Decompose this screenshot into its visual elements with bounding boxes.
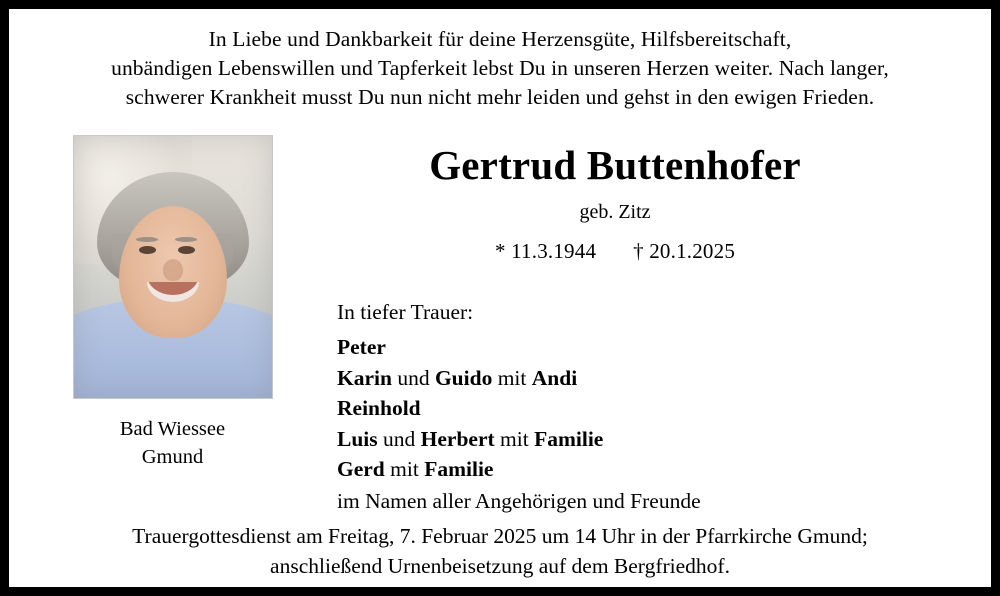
verse-line-3: schwerer Krankheit musst Du nun nicht mehr leiden und gehst in den ewigen Frieden. [125,85,875,110]
mourner-name: Familie [534,426,604,451]
place-2: Gmund [141,445,204,468]
death-symbol: † [633,238,644,263]
verse-line-1: In Liebe und Dankbarkeit für deine Herzensgüte, Hilfsbereitschaft, [208,27,792,51]
mourner-line [337,424,955,455]
mourner-name: Peter [337,335,386,360]
deceased-name: Gertrud Buttenhofer [429,141,801,188]
mourners-lead: In tiefer Trauer: [337,299,474,324]
mourner-name: Herbert [420,426,495,451]
mourner-name: Familie [424,457,494,482]
mourner-name: Karin [337,365,392,390]
mourners-closing: im Namen aller Angehörigen und Freunde [337,488,701,513]
death-date: 20.1.2025 [649,238,736,263]
mourner-connector: und [377,426,421,451]
mourner-name: Luis [337,426,378,451]
main-content [35,135,965,517]
life-dates [275,239,955,264]
photo-column [35,135,265,472]
mourner-line [337,454,955,485]
mourner-line [337,332,955,363]
service-line-1: Trauergottesdienst am Freitag, 7. Februar 2025 um 14 Uhr in der Pfarrkirche Gmund; [132,524,868,549]
memorial-verse [35,23,965,113]
mourner-name: Reinhold [337,396,421,421]
service-details [35,522,965,585]
mourner-name: Andi [531,365,578,390]
places-list [120,415,225,472]
photo-vignette [74,136,272,398]
mourner-connector: mit [494,426,535,451]
portrait-photo [73,135,273,399]
service-line-2: anschließend Urnenbeisetzung auf dem Bergfriedhof. [270,554,730,579]
mourner-connector: mit [492,365,532,390]
verse-line-2: unbändigen Lebenswillen und Tapferkeit lebst Du in unseren Herzen weiter. Nach langer, [111,56,889,81]
mourner-name: Gerd [337,457,385,482]
text-column [265,135,965,517]
mourner-name: Guido [434,365,493,390]
mourners-names [337,332,955,485]
deceased-maiden-name: geb. Zitz [579,200,651,223]
birth-symbol: * [494,238,506,263]
mourner-connector: mit [384,457,425,482]
mourner-connector: und [391,365,435,390]
notice-inner [9,9,991,587]
mourner-line [337,363,955,394]
place-1: Bad Wiessee [119,417,226,440]
mourners-block [275,297,955,517]
birth-date: 11.3.1944 [511,238,597,263]
mourner-line [337,393,955,424]
